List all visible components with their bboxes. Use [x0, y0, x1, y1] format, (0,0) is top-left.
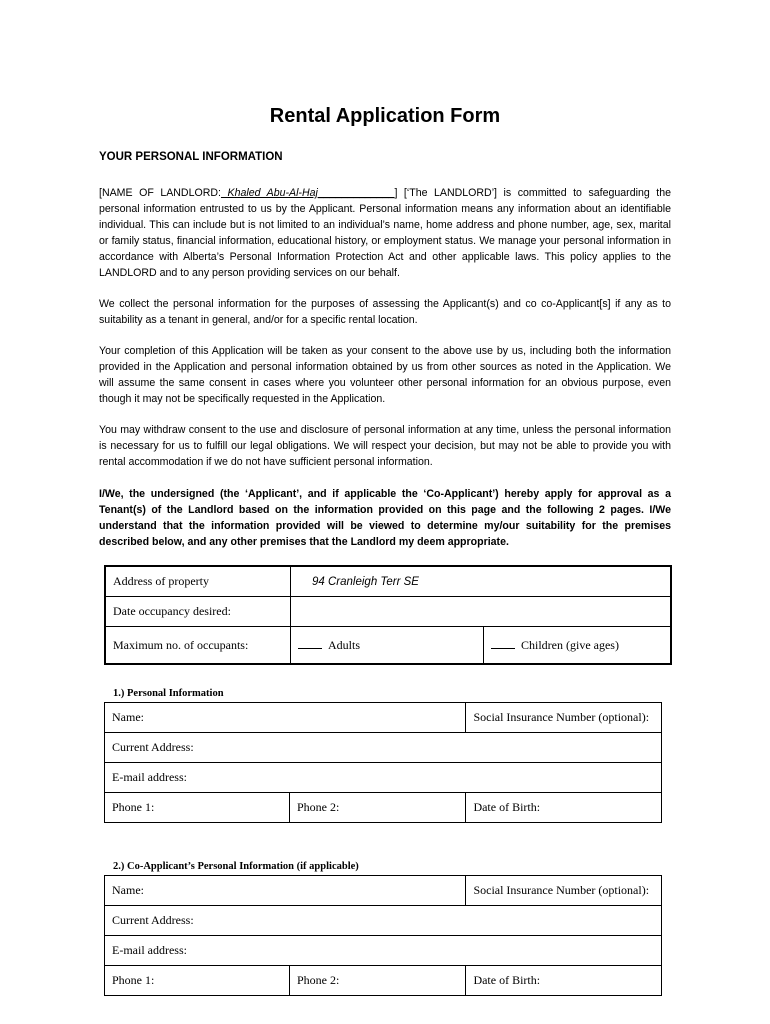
paragraph-collection: We collect the personal information for the purposes of assessing the Applicant(s) and co co-Applicant[s] if any as to suitability as a tenant in general, and/or for a specific rental location.	[99, 298, 671, 326]
applicant-phone2-label: Phone 2:	[297, 800, 340, 814]
applicant-email-field[interactable]	[105, 763, 662, 793]
applicant-name-label: Name:	[112, 710, 144, 724]
adults-blank	[298, 638, 322, 649]
max-occupants-label: Maximum no. of occupants:	[105, 627, 291, 665]
co-applicant-dob-field[interactable]	[466, 966, 662, 996]
co-applicant-email-field[interactable]	[105, 936, 662, 966]
date-occupancy-label: Date occupancy desired:	[105, 597, 291, 627]
applicant-phone2-field[interactable]	[290, 793, 466, 823]
co-applicant-name-field[interactable]	[105, 876, 466, 906]
co-applicant-phone2-field[interactable]	[290, 966, 466, 996]
co-applicant-section-label: 2.) Co-Applicant’s Personal Information (if applicable)	[113, 861, 359, 872]
applicant-sin-field[interactable]	[466, 703, 662, 733]
address-of-property-field[interactable]	[291, 566, 672, 597]
declaration-paragraph: I/We, the undersigned (the ‘Applicant’, and if applicable the ‘Co-Applicant’) hereby apply for approval as a Tenant(s) of the Landlord based on the information provided on this page and the following 2 pages. I/We understand that the information provided will be viewed to determine my/our suitability for the premises described below, and any other premises that the Landlord my deem appropriate.	[99, 488, 671, 548]
children-label: Children (give ages)	[521, 637, 619, 652]
paragraph-withdraw: You may withdraw consent to the use and disclosure of personal information at any time, unless the personal information is necessary for us to fulfill our legal obligations. We will respect your decision, but may not be able to provide you with rental accommodation if we do not have sufficient personal information.	[99, 424, 671, 468]
applicant-email-label: E-mail address:	[112, 770, 187, 784]
section-heading: YOUR PERSONAL INFORMATION	[99, 151, 283, 163]
adults-field[interactable]	[291, 627, 484, 665]
co-applicant-name-label: Name:	[112, 883, 144, 897]
landlord-underline: _____________	[317, 187, 395, 199]
personal-info-table	[104, 702, 662, 823]
co-applicant-table	[104, 875, 662, 996]
co-applicant-dob-label: Date of Birth:	[473, 973, 541, 987]
children-blank	[491, 638, 515, 649]
date-occupancy-field[interactable]	[291, 597, 672, 627]
property-table	[104, 565, 672, 665]
children-field[interactable]	[484, 627, 672, 665]
applicant-name-field[interactable]	[105, 703, 466, 733]
co-applicant-address-label: Current Address:	[112, 913, 194, 927]
applicant-phone1-field[interactable]	[105, 793, 290, 823]
personal-info-section-label: 1.) Personal Information	[113, 688, 224, 699]
page-title: Rental Application Form	[269, 105, 501, 127]
co-applicant-phone1-field[interactable]	[105, 966, 290, 996]
intro-prefix: [NAME OF LANDLORD:	[99, 187, 221, 199]
co-applicant-phone1-label: Phone 1:	[112, 973, 155, 987]
co-applicant-email-label: E-mail address:	[112, 943, 187, 957]
co-applicant-sin-field[interactable]	[466, 876, 662, 906]
address-of-property-label: Address of property	[105, 566, 291, 597]
applicant-dob-field[interactable]	[466, 793, 662, 823]
adults-label: Adults	[328, 637, 361, 652]
landlord-name-field[interactable]	[221, 187, 394, 199]
applicant-dob-label: Date of Birth:	[473, 800, 541, 814]
applicant-sin-label: Social Insurance Number (optional):	[473, 710, 650, 724]
paragraph-consent: Your completion of this Application will be taken as your consent to the above use by us, including both the information provided in the Application and personal information obtained by us from other sources as noted in the Application. We will assume the same consent in cases where you volunteer other personal information for an obvious purpose, even though it may not be specifically requested in the Application.	[99, 345, 671, 405]
co-applicant-address-field[interactable]	[105, 906, 662, 936]
co-applicant-sin-label: Social Insurance Number (optional):	[473, 883, 650, 897]
landlord-name: Khaled Abu-Al-Haj	[220, 187, 318, 199]
address-of-property-value: 94 Cranleigh Terr SE	[312, 576, 419, 588]
applicant-phone1-label: Phone 1:	[112, 800, 155, 814]
intro-paragraph	[99, 185, 671, 281]
co-applicant-phone2-label: Phone 2:	[297, 973, 340, 987]
intro-rest: ] [‘The LANDLORD’] is committed to safeguarding the personal information entrusted to us by the Applicant. Personal information means any information about an identifiable individual. This can include but is not limited to an individual’s name, home address and phone number, age, sex, marital or family status, financial information, educational history, or employment status. We manage your personal information in accordance with Alberta’s Personal Information Protection Act and other applicable laws. This policy applies to the LANDLORD and to any person providing services on our behalf.	[99, 187, 671, 279]
applicant-address-label: Current Address:	[112, 740, 194, 754]
applicant-address-field[interactable]	[105, 733, 662, 763]
